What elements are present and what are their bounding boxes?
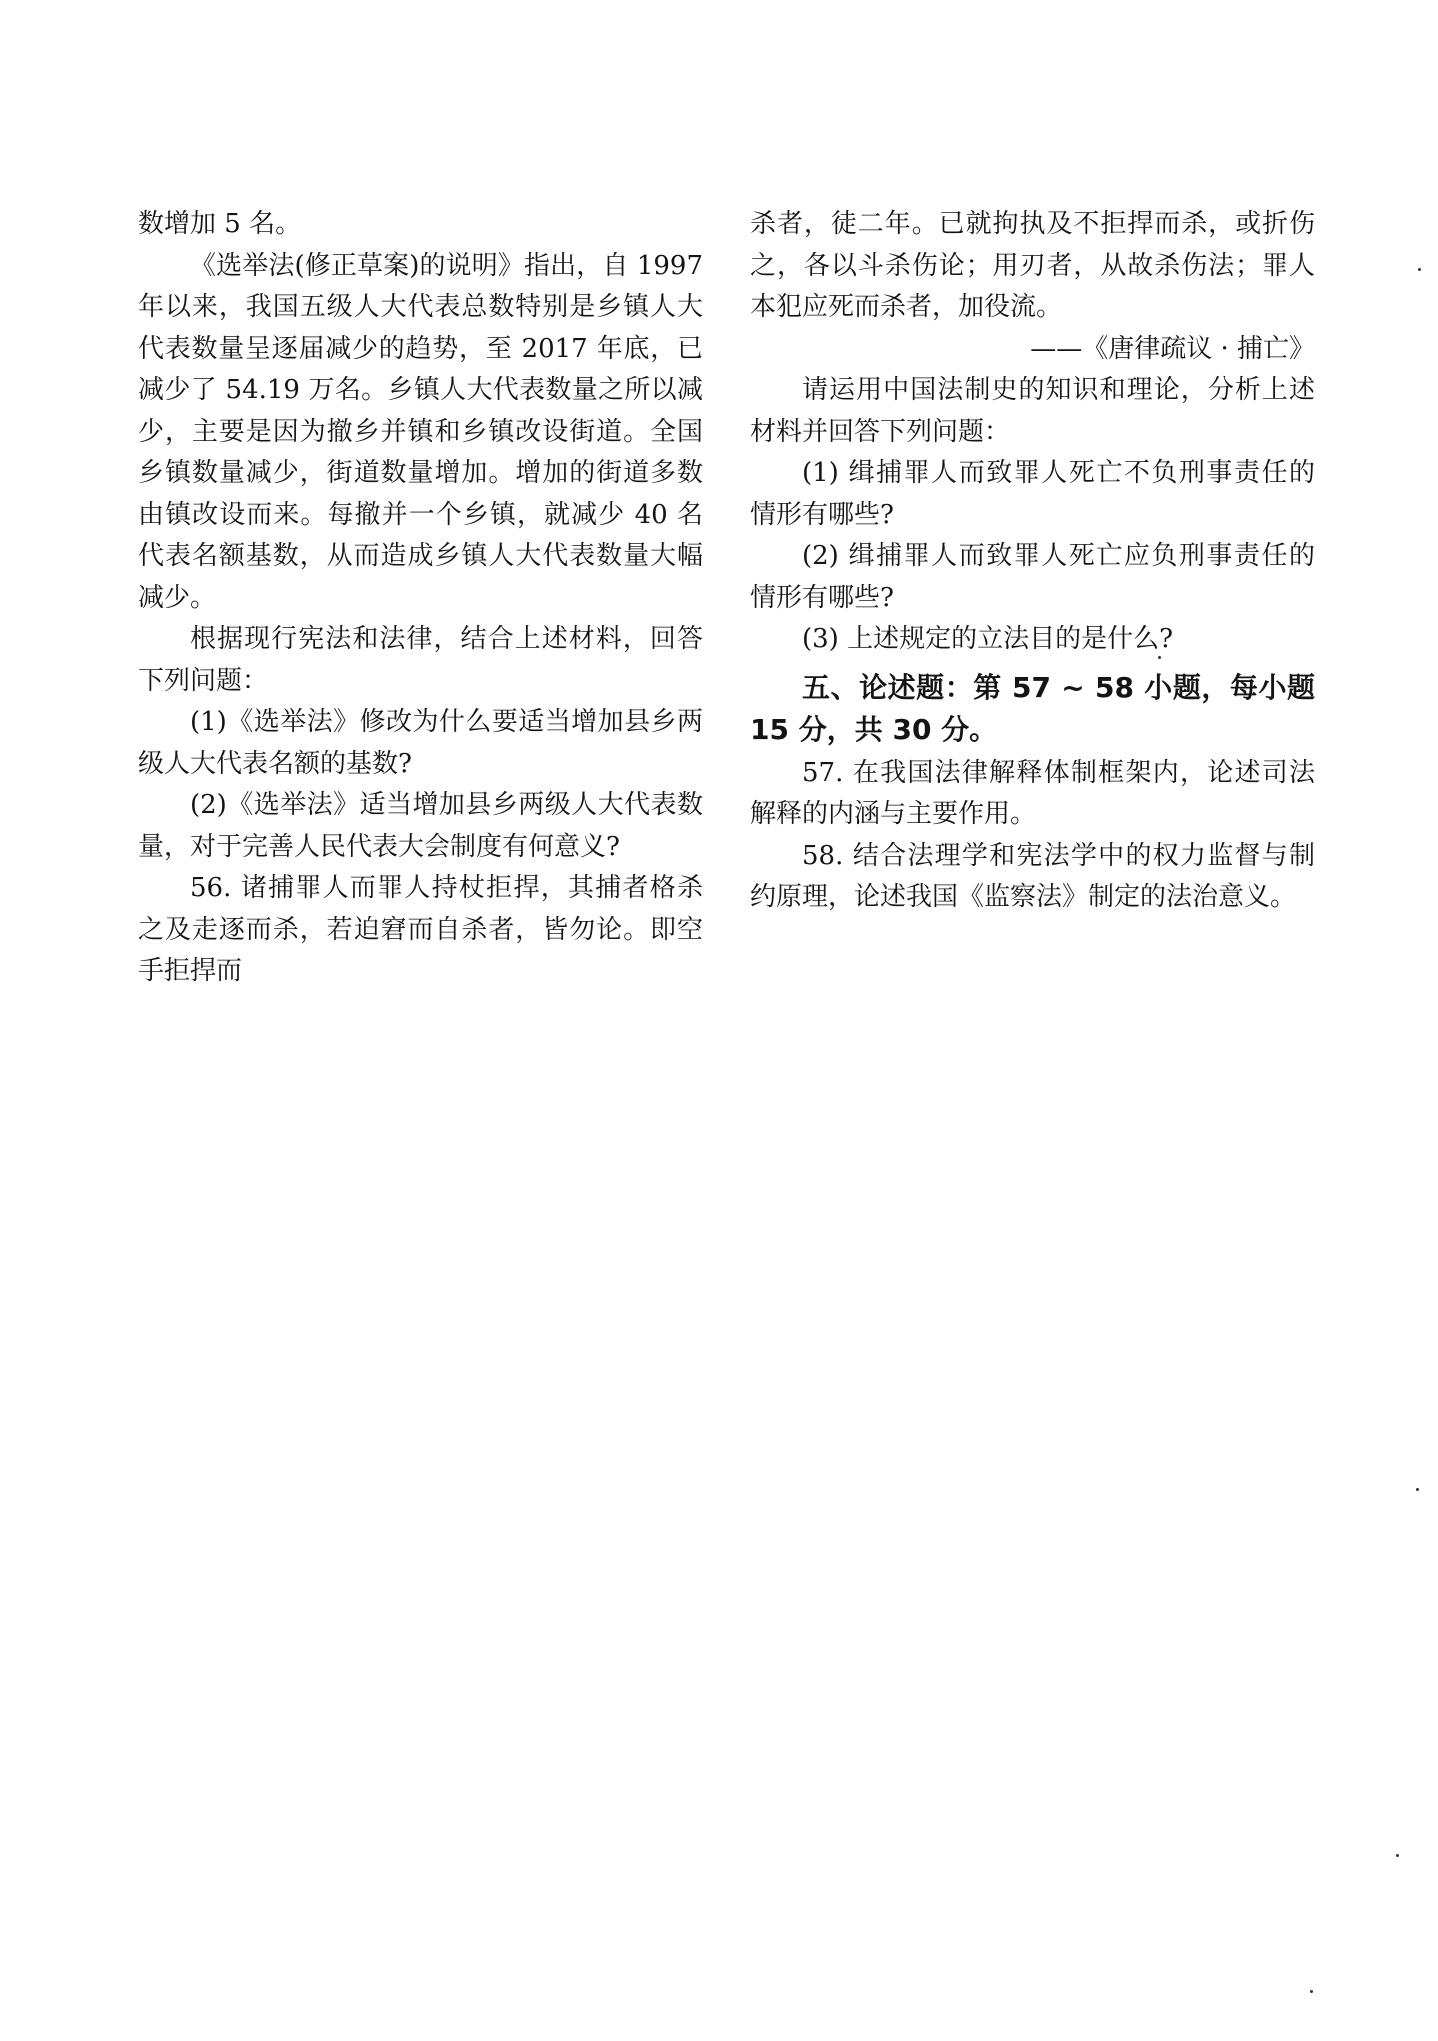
sub-question-2: (2) 缉捕罪人而致罪人死亡应负刑事责任的情形有哪些? xyxy=(750,541,1315,613)
continued-material: 杀者，徒二年。已就拘执及不拒捍而杀，或折伤之，各以斗杀伤论；用刃者，从故杀伤法；罪人本犯应死而杀者，加役流。 xyxy=(750,209,1315,322)
question-56-material: 56. 诸捕罪人而罪人持杖拒捍，其捕者格杀之及走逐而杀，若迫窘而自杀者，皆勿论。即空手拒捍而 xyxy=(138,873,703,986)
question-57: 57. 在我国法律解释体制框架内，论述司法解释的内涵与主要作用。 xyxy=(750,757,1315,829)
question-instruction: 根据现行宪法和法律，结合上述材料，回答下列问题： xyxy=(138,624,703,696)
sub-question-1: (1)《选举法》修改为什么要适当增加县乡两级人大代表名额的基数? xyxy=(138,707,703,779)
scan-speck xyxy=(1158,656,1161,659)
continued-text: 数增加 5 名。 xyxy=(138,209,302,239)
scan-speck xyxy=(1310,1990,1313,1993)
right-column xyxy=(750,204,1315,919)
scan-speck xyxy=(1418,268,1421,271)
sub-question-1: (1) 缉捕罪人而致罪人死亡不负刑事责任的情形有哪些? xyxy=(750,458,1315,530)
section-heading: 五、论述题：第 57 ~ 58 小题，每小题 15 分，共 30 分。 xyxy=(750,670,1315,746)
left-column xyxy=(138,204,703,993)
scan-speck xyxy=(1416,1488,1419,1491)
material-paragraph: 《选举法(修正草案)的说明》指出，自 1997 年以来，我国五级人大代表总数特别是乡镇人大代表数量呈逐届减少的趋势，至 2017 年底，已减少了 54.19 万名。乡镇人大代表数量之所以减少，主要是因为撤乡并镇和乡镇改设街道。全国乡镇数量减少，街道数量增加。增加的街道多数由镇改设而来。每撤并一个乡镇，就减少 40 名代表名额基数，从而造成乡镇人大代表数量大幅减少。 xyxy=(138,250,703,613)
sub-question-3: (3) 上述规定的立法目的是什么? xyxy=(802,624,1174,654)
source-citation: ——《唐律疏议 · 捕亡》 xyxy=(1030,333,1315,364)
scan-speck xyxy=(1396,1854,1399,1857)
question-instruction: 请运用中国法制史的知识和理论，分析上述材料并回答下列问题： xyxy=(750,375,1315,447)
question-58: 58. 结合法理学和宪法学中的权力监督与制约原理，论述我国《监察法》制定的法治意义。 xyxy=(750,840,1315,912)
sub-question-2: (2)《选举法》适当增加县乡两级人大代表数量，对于完善人民代表大会制度有何意义? xyxy=(138,790,703,862)
